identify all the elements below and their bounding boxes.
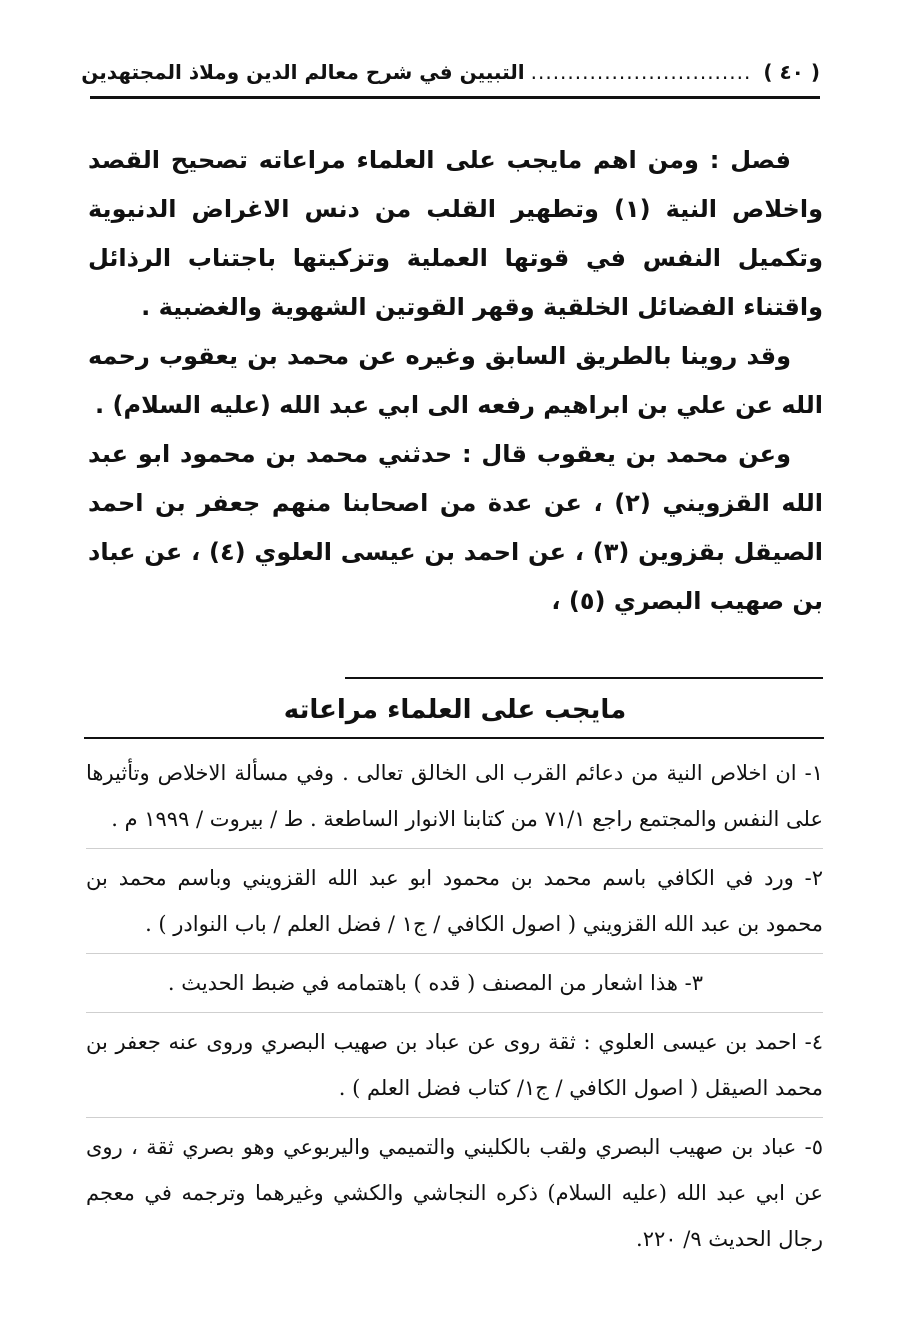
main-text [88,136,823,626]
footnote: ٢- ورد في الكافي باسم محمد بن محمود ابو عبد الله القزويني وباسم محمد بن محمود بن عبد الله القزويني ( اصول الكافي / ج١ / فضل العلم / باب النوادر ) . [86,848,823,953]
section-title: مايجب على العلماء مراعاته [283,695,627,725]
paragraph: وقد روينا بالطريق السابق وغيره عن محمد بن يعقوب رحمه الله عن علي بن ابراهيم رفعه الى ابي عبد الله (عليه السلام) . [88,342,823,419]
footnote: ٣- هذا اشعار من المصنف ( قده ) باهتمامه في ضبط الحديث . [86,953,823,1012]
paragraph: فصل : ومن اهم مايجب على العلماء مراعاته تصحيح القصد واخلاص النية (١) وتطهير القلب من دنس الاغراض الدنيوية وتكميل النفس في قوتها العملية وتزكيتها باجتناب الرذائل واقتناء الفضائل الخلقية وقهر القوتين الشهوية والغضبية . [88,146,823,321]
footnote: ١- ان اخلاص النية من دعائم القرب الى الخالق تعالى . وفي مسألة الاخلاص وتأثيرها على النفس والمجتمع راجع ٧١/١ من كتابنا الانوار الساطعة . ط / بيروت / ١٩٩٩ م . [86,761,823,831]
header-rule [90,96,820,99]
header-dot-leader: .............................. [530,60,752,84]
footnote: ٤- احمد بن عيسى العلوي : ثقة روى عن عباد بن صهيب البصري وروى عنه جعفر بن محمد الصيقل ( اصول الكافي / ج١/ كتاب فضل العلم ) . [86,1012,823,1117]
footnote-separator [345,677,823,679]
section-title-rule [84,737,824,739]
running-header [81,52,820,92]
book-title: التبيين في شرح معالم الدين وملاذ المجتهدين [81,60,525,84]
footnotes [86,750,823,1268]
page-number: ( ٤٠ ) [763,60,820,84]
footnote: ٥- عباد بن صهيب البصري ولقب بالكليني والتميمي واليربوعي وهو بصري ثقة ، روى عن ابي عبد الله (عليه السلام) ذكره النجاشي والكشي وغيرهما وترجمه في معجم رجال الحديث ٩/ ٢٢٠. [86,1117,823,1268]
paragraph: وعن محمد بن يعقوب قال : حدثني محمد بن محمود ابو عبد الله القزويني (٢) ، عن عدة من اصحابنا منهم جعفر بن احمد الصيقل بقزوين (٣) ، عن احمد بن عيسى العلوي (٤) ، عن عباد بن صهيب البصري (٥) ، [88,440,823,615]
